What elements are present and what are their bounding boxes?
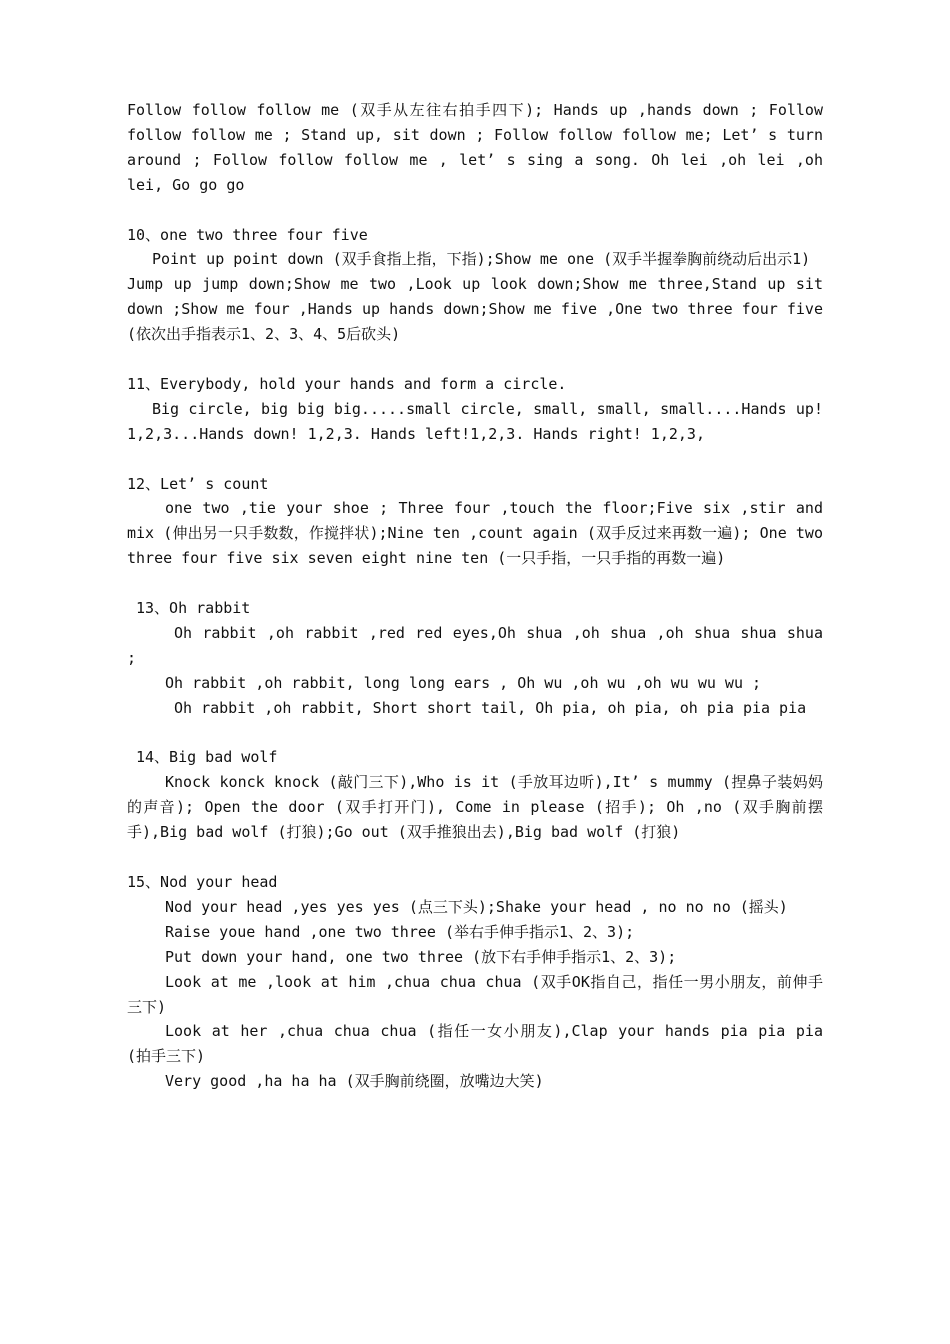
song-15-line-2: Raise youe hand ,one two three (举右手伸手指示1、2、3); <box>165 922 635 941</box>
song-12-line-1: one two ,tie your shoe ; Three four ,touch the floor;Five six ,stir and mix (伸出另一只手数数，作搅拌状);Nine ten ,count again (双手反过来再数一遍); One two three four five six seven eight nine ten (一只手指，一只手指的再数一遍) <box>127 499 823 568</box>
song-10-line-2: Jump up jump down;Show me two ,Look up look down;Show me three,Stand up sit down ;Show me four ,Hands up hands down;Show me five ,One two three four five (依次出手指表示1、2、3、4、5后砍头) <box>127 275 823 344</box>
song-10-line-1: Point up point down (双手食指上指，下指);Show me one (双手半握拳胸前绕动后出示1) <box>152 250 811 269</box>
song-15-heading: 15、Nod your head <box>127 873 278 891</box>
song-11-line-1: Big circle, big big big.....small circle, small, small, small....Hands up! 1,2,3...Hands down! 1,2,3. Hands left!1,2,3. Hands right! 1,2,3, <box>127 399 823 443</box>
song-9-text: Follow follow follow me (双手从左往右拍手四下); Hands up ,hands down ; Follow follow follow me ; Stand up, sit down ; Follow follow follow me; Let’ s turn around ; Follow follow follow me , let’ s sing a song. Oh lei ,oh lei ,oh lei, Go go go <box>127 101 823 194</box>
song-13-line-3: Oh rabbit ,oh rabbit, Short short tail, Oh pia, oh pia, oh pia pia pia <box>174 698 807 717</box>
song-10-heading: 10、one two three four five <box>127 225 368 244</box>
song-14-line-1: Knock konck knock (敲门三下),Who is it (手放耳边听),It’ s mummy (捏鼻子装妈妈的声音); Open the door (双手打开门), Come in please (招手); Oh ,no (双手胸前摆手),Big bad wolf (打狼);Go out (双手推狼出去),Big bad wolf (打狼) <box>127 773 823 842</box>
song-14-heading: 14、Big bad wolf <box>136 748 278 767</box>
song-13-line-1: Oh rabbit ,oh rabbit ,red red eyes,Oh shua ,oh shua ,oh shua shua shua ; <box>127 623 823 667</box>
song-13-line-2: Oh rabbit ,oh rabbit, long long ears , Oh wu ,oh wu ,oh wu wu wu ; <box>165 673 762 692</box>
song-15-line-1: Nod your head ,yes yes yes (点三下头);Shake your head , no no no (摇头) <box>165 897 788 916</box>
song-15-line-6: Very good ,ha ha ha (双手胸前绕圈，放嘴边大笑) <box>165 1072 544 1091</box>
document-page <box>127 98 823 1094</box>
song-11-heading: 11、Everybody, hold your hands and form a circle. <box>127 374 567 393</box>
song-15-line-4: Look at me ,look at him ,chua chua chua (双手OK指自己，指任一男小朋友，前伸手三下) <box>127 972 823 1016</box>
song-15-line-5: Look at her ,chua chua chua (指任一女小朋友),Clap your hands pia pia pia (拍手三下) <box>127 1022 823 1066</box>
song-12-heading: 12、Let’ s count <box>127 474 269 493</box>
song-15-line-3: Put down your hand, one two three (放下右手伸手指示1、2、3); <box>165 947 677 966</box>
song-13-heading: 13、Oh rabbit <box>136 599 251 618</box>
